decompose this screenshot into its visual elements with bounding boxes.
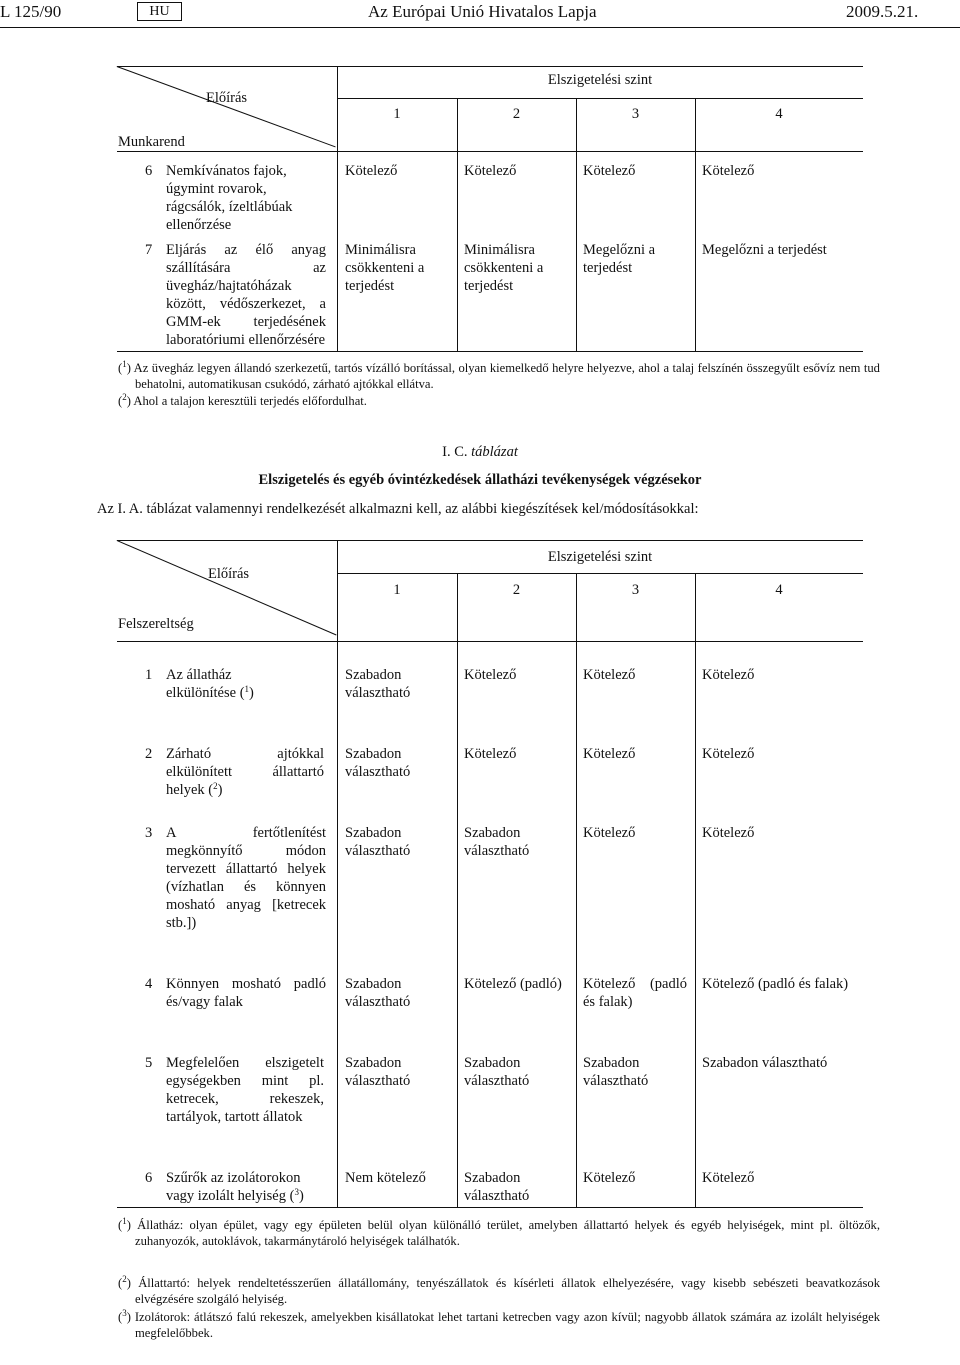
footnote-text: Állattartó: helyek rendeltetésszerűen állatállomány, tenyészállatok és kísérleti állatok elhelyezésére, vagy kisebb sebészeti beavatkozások elvégzésére szolgáló helyiség. bbox=[135, 1276, 881, 1306]
level-label: 1 bbox=[393, 106, 401, 122]
section-heading: Elszigetelés és egyéb óvintézkedések állatházi tevékenységek végzésekor bbox=[258, 472, 702, 488]
footnote-ref: 3 bbox=[294, 1187, 299, 1197]
row-number: 3 bbox=[145, 825, 153, 841]
row-value: Kötelező bbox=[583, 163, 636, 179]
row-description: Megfelelően elszigetelt egységekben mint pl. ketrecek, rekeszek, tartályok, tartott állatok bbox=[166, 1055, 324, 1125]
table-id: I. C. bbox=[442, 444, 468, 460]
table-rule bbox=[117, 540, 863, 541]
publication-date: 2009.5.21. bbox=[846, 2, 919, 21]
row-value: Kötelező bbox=[583, 667, 636, 683]
footnote-ref: 2 bbox=[213, 781, 218, 791]
table-caption bbox=[0, 443, 960, 461]
row-value: Szabadon választható bbox=[345, 746, 411, 780]
column-rule bbox=[337, 540, 338, 1207]
footnote-ref: 1 bbox=[244, 684, 250, 694]
row-value: Megelőzni a terjedést bbox=[702, 242, 827, 258]
row-value: Kötelező (padló és falak) bbox=[583, 976, 687, 1010]
row-description: Szűrők az izolátorokon vagy izolált helyiség ($^3$) bbox=[166, 1170, 304, 1204]
table-word: táblázat bbox=[471, 444, 518, 460]
intro-paragraph: Az I. A. táblázat valamennyi rendelkezését alkalmazni kell, az alábbi kiegészítések kel/módosításokkal: bbox=[97, 501, 699, 517]
column-rule bbox=[457, 573, 458, 1207]
footnote-mark: 2 bbox=[122, 1274, 127, 1284]
footnote-text: Ahol a talajon keresztüli terjedés előfordulhat. bbox=[133, 394, 367, 408]
row-number: 6 bbox=[145, 163, 153, 179]
row-value: Szabadon választható bbox=[345, 825, 411, 859]
table-rule bbox=[337, 98, 863, 99]
row-value: Kötelező bbox=[464, 163, 517, 179]
footnote: ($^1$) Az üvegház legyen állandó szerkezetű, tartós vízálló borítással, olyan kiemelkedő helyre helyezve, ahol a talaj felszínén összegyűlt esővíz nem tud behatolni, automatikusan csukódó, zárható ajtókkal ellátva. bbox=[118, 359, 880, 391]
row-value: Kötelező bbox=[464, 667, 517, 683]
footnote-mark: 1 bbox=[122, 359, 127, 369]
row-number: 1 bbox=[145, 667, 153, 683]
row-value: Szabadon választható bbox=[464, 825, 530, 859]
row-value: Szabadon választható bbox=[345, 667, 411, 701]
row-value: Kötelező bbox=[702, 746, 755, 762]
footnote-mark: 1 bbox=[122, 1216, 127, 1226]
row-description: Eljárás az élő anyag szállítására az üvegház/hajtatóházak között, védőszerkezet, a GMM-ek terjedésének laboratóriumi ellenőrzésére bbox=[166, 242, 326, 348]
row-number: 4 bbox=[145, 976, 153, 992]
row-value: Nem kötelező bbox=[345, 1170, 426, 1186]
footnote-text: Izolátorok: átlátszó falú rekeszek, amelyekben kisállatokat lehet tartani ketrecben vagy azon kívül; nagyobb állatok számára az izolált helyiségek megfelelőbbek. bbox=[134, 1310, 880, 1340]
column-rule bbox=[576, 573, 577, 1207]
row-value: Szabadon választható bbox=[345, 976, 411, 1010]
row-value: Kötelező bbox=[583, 825, 636, 841]
table-rule bbox=[117, 66, 863, 67]
col-header-equipment-label: Felszereltség bbox=[118, 616, 194, 632]
row-description: Zárható ajtókkal elkülönített állattartó helyek ($^2$) bbox=[166, 746, 324, 798]
footnote-mark: 2 bbox=[122, 392, 127, 402]
level-label: 4 bbox=[775, 106, 783, 122]
containment-level-header: Elszigetelési szint bbox=[547, 549, 653, 565]
column-rule bbox=[695, 98, 696, 351]
row-value: Kötelező bbox=[702, 825, 755, 841]
level-label: 3 bbox=[631, 106, 640, 122]
table-rule bbox=[117, 641, 863, 642]
level-label: 3 bbox=[631, 582, 640, 598]
row-number: 2 bbox=[145, 746, 153, 762]
row-number: 7 bbox=[145, 242, 153, 258]
row-value: Kötelező bbox=[345, 163, 398, 179]
row-value: Kötelező bbox=[583, 1170, 636, 1186]
row-number: 5 bbox=[145, 1055, 153, 1071]
header-rule bbox=[0, 27, 960, 28]
col-header-rule-label: Előírás bbox=[208, 566, 250, 582]
table-rule bbox=[117, 151, 863, 152]
level-label: 2 bbox=[512, 582, 521, 598]
row-value: Kötelező (padló és falak) bbox=[702, 976, 849, 992]
table-rule bbox=[117, 351, 863, 352]
page-header bbox=[0, 0, 960, 28]
footnote-text: Az üvegház legyen állandó szerkezetű, tartós vízálló borítással, olyan kiemelkedő helyre helyezve, ahol a talaj felszínén összegyűlt esővíz nem tud behatolni, automatikusan csukódó, zárható ajtókkal ellátva. bbox=[133, 361, 880, 391]
row-value: Szabadon választható bbox=[345, 1055, 411, 1089]
row-number: 6 bbox=[145, 1170, 153, 1186]
footnote: ($^1$) Állatház: olyan épület, vagy egy épületen belül olyan különálló terület, amelyben állattartó helyek és egyéb helyiségek, mint pl. öltözők, zuhanyozók, autoklávok, takarmánytároló helyiségek találhatók. bbox=[118, 1216, 880, 1248]
row-value: Szabadon választható bbox=[702, 1055, 828, 1071]
level-label: 1 bbox=[393, 582, 401, 598]
row-value: Kötelező bbox=[702, 163, 755, 179]
row-value: Minimálisra csökkenteni a terjedést bbox=[464, 242, 544, 294]
footnote: ($^2$) Ahol a talajon keresztüli terjedés előfordulhat. bbox=[118, 392, 367, 408]
table-rule bbox=[337, 573, 863, 574]
col-header-rule-label: Előírás bbox=[206, 90, 248, 106]
language-badge: HU bbox=[137, 2, 182, 21]
page-number: L 125/90 bbox=[0, 2, 62, 21]
footnote-mark: 3 bbox=[122, 1308, 127, 1318]
row-value: Minimálisra csökkenteni a terjedést bbox=[345, 242, 425, 294]
row-value: Kötelező bbox=[464, 746, 517, 762]
row-value: Kötelező (padló) bbox=[464, 976, 562, 992]
row-value: Szabadon választható bbox=[464, 1055, 530, 1089]
containment-level-header: Elszigetelési szint bbox=[547, 72, 653, 88]
row-value: Kötelező bbox=[702, 1170, 755, 1186]
footnote-text: Állatház: olyan épület, vagy egy épületen belül olyan különálló terület, amelyben állattartó helyek és egyéb helyiségek, mint pl. öltözők, zuhanyozók, autoklávok, takarmánytároló helyiségek találhatók. bbox=[135, 1218, 880, 1248]
journal-title: Az Európai Unió Hivatalos Lapja bbox=[368, 2, 597, 21]
row-value: Szabadon választható bbox=[583, 1055, 649, 1089]
row-value: Megelőzni a terjedést bbox=[583, 242, 656, 276]
row-description-text: Szűrők az izolátorokon vagy izolált helyiség bbox=[166, 1170, 301, 1204]
col-header-work-label: Munkarend bbox=[118, 134, 185, 150]
row-value: Kötelező bbox=[583, 746, 636, 762]
row-description: Nemkívánatos fajok, úgymint rovarok, rágcsálók, ízeltlábúak ellenőrzése bbox=[166, 163, 293, 233]
column-rule bbox=[457, 98, 458, 351]
row-description-text: Az állatház elkülönítése bbox=[166, 667, 237, 701]
table-rule bbox=[117, 1207, 863, 1208]
footnote: ($^2$) Állattartó: helyek rendeltetésszerűen állatállomány, tenyészállatok és kísérleti állatok elhelyezésére, vagy kisebb sebészeti beavatkozások elvégzésére szolgáló helyiség. bbox=[118, 1274, 881, 1306]
row-description-text: Zárható ajtókkal elkülönített állattartó helyek bbox=[166, 746, 324, 798]
column-rule bbox=[576, 98, 577, 351]
level-label: 4 bbox=[775, 582, 783, 598]
row-value: Szabadon választható bbox=[464, 1170, 530, 1204]
row-description: Könnyen mosható padló és/vagy falak bbox=[166, 976, 326, 1010]
footnote: ($^3$) Izolátorok: átlátszó falú rekeszek, amelyekben kisállatokat lehet tartani ketrecben vagy azon kívül; nagyobb állatok számára az izolált helyiségek megfelelőbbek. bbox=[118, 1308, 880, 1340]
column-rule bbox=[695, 573, 696, 1207]
row-value: Kötelező bbox=[702, 667, 755, 683]
row-description: A fertőtlenítést megkönnyítő módon tervezett állattartó helyek (vízhatlan és könnyen mosható anyag [ketrecek stb.]) bbox=[166, 825, 326, 931]
row-description: Az állatház elkülönítése ($^1$) bbox=[166, 667, 254, 701]
level-label: 2 bbox=[512, 106, 521, 122]
